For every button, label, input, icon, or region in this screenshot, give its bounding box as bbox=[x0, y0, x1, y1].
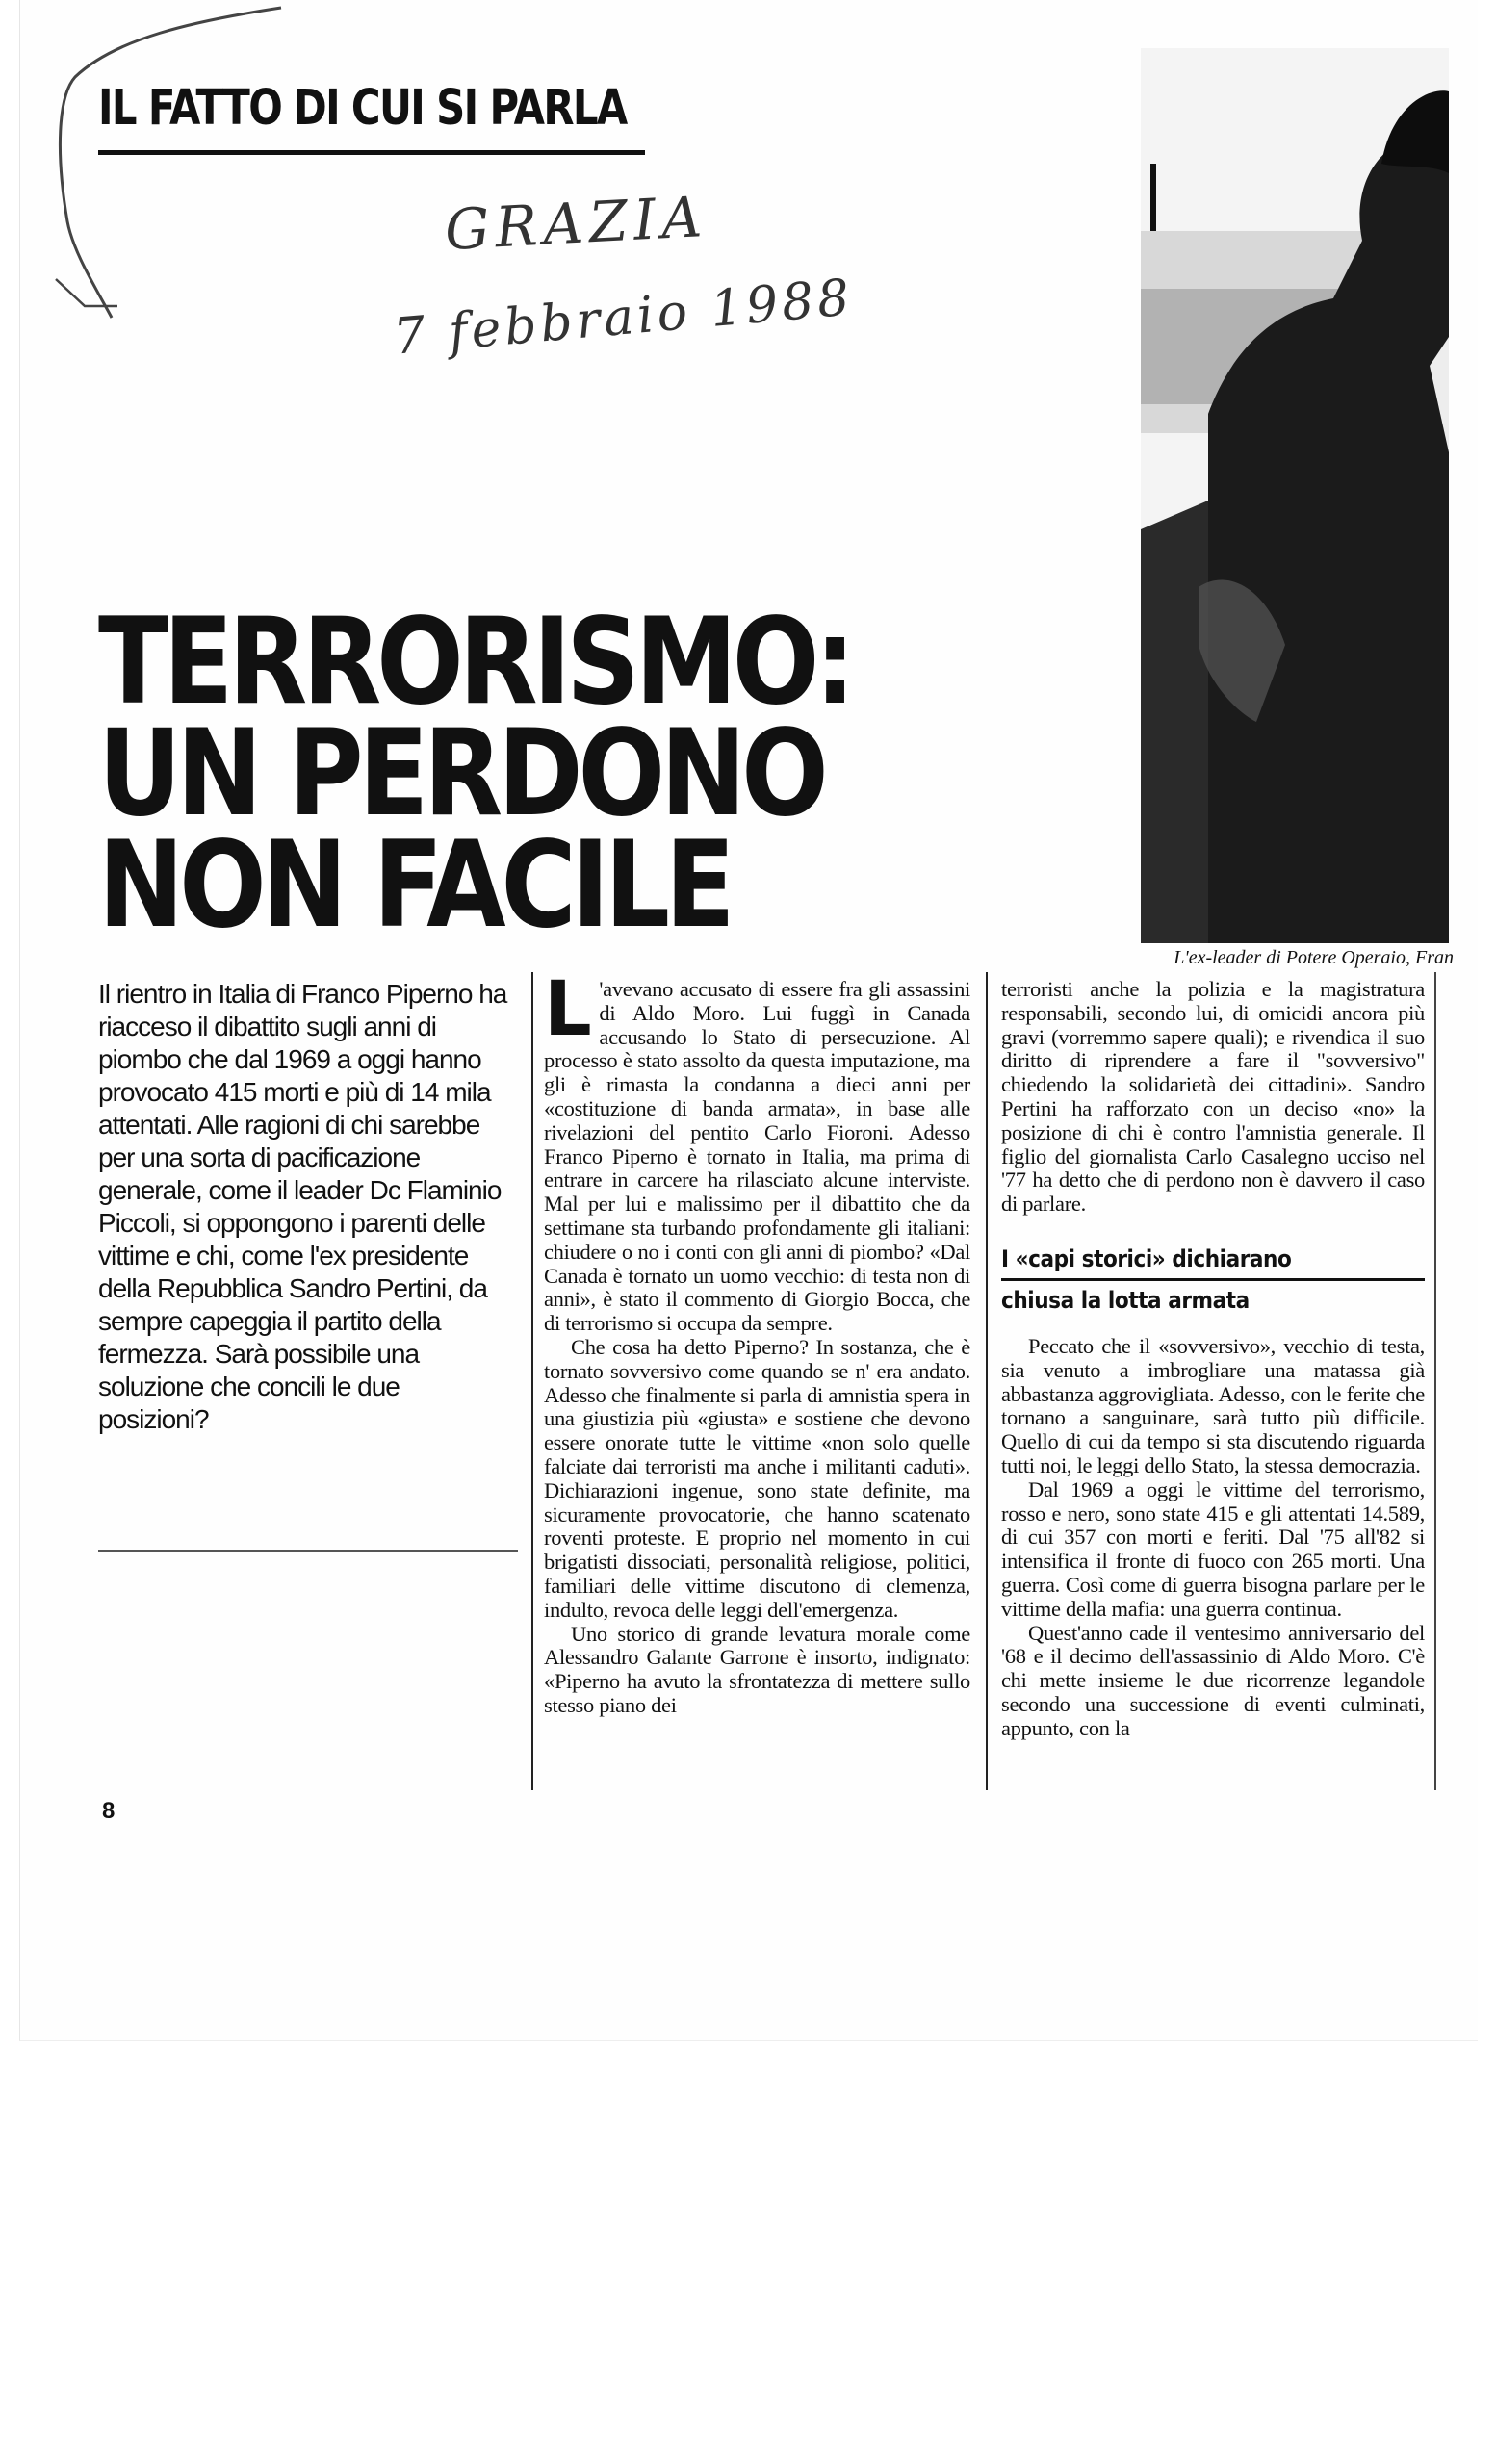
subheading-line-2: chiusa la lotta armata bbox=[1001, 1286, 1250, 1314]
handwritten-date: 7 febbraio 1988 bbox=[391, 269, 856, 367]
lead-paragraph: Il rientro in Italia di Franco Piperno ha riacceso il dibattito sugli anni di piombo che dal 1969 a oggi hanno provocato 415 morti e più di 14 mila attentati. Alle ragioni di chi sarebbe per una sorta di pacificazione generale, come il leader Dc Flaminio Piccoli, si oppongono i parenti delle vittime e chi, come l'ex presidente della Repubblica Sandro Pertini, da sempre capeggia il partito della fermezza. Sarà possibile una soluzione che concili le due posizioni? bbox=[98, 979, 507, 1434]
article-paragraph: Uno storico di grande levatura morale come Alessandro Galante Garrone è insorto, indignato: «Piperno ha avuto la sfrontatezza di mettere sullo stesso piano dei bbox=[544, 1621, 970, 1717]
article-paragraph: Che cosa ha detto Piperno? In sostanza, che è tornato sovversivo come quando se n' era andato. Adesso che finalmente si parla di amnistia spera in una giustizia più «giusta» e sostiene che devono essere onorate tutte le vittime «non solo quelle falciate dai terroristi ma anche i militanti caduti». Dichiarazioni ingenue, sono state definite, ma sicuramente provocatorie, che hanno scatenato roventi proteste. E proprio nel momento in cui brigatisti dissociati, personalità religiose, politici, familiari delle vittime discutono di clemenza, indulto, revoca delle leggi dell'emergenza. bbox=[544, 1334, 970, 1622]
column-divider bbox=[986, 972, 988, 1790]
article-paragraph: terroristi anche la polizia e la magistratura responsabili, secondo lui, di omicidi ancora più gravi (vorremmo sapere quali); e rivendica il suo diritto di riprendere a fare il "sovversivo" chiedendo la solidarietà dei cittadini». Sandro Pertini ha rafforzato con un deciso «no» la posizione di chi è contro l'amnistia generale. Il figlio del giornalista Carlo Casalegno ucciso nel '77 ha detto che di perdono non è davvero il caso di parlare. bbox=[1001, 977, 1425, 1217]
subheading-rule bbox=[1001, 1278, 1425, 1281]
headline bbox=[98, 593, 851, 955]
headline-line-1: TERRORISMO: bbox=[98, 593, 851, 732]
headline-line-2: UN PERDONO bbox=[98, 705, 824, 843]
article-paragraph bbox=[544, 966, 970, 1336]
section-label: IL FATTO DI CUI SI PARLA bbox=[98, 80, 627, 137]
column-divider bbox=[1434, 972, 1436, 1790]
page-number: 8 bbox=[102, 1798, 116, 1824]
photo-caption: L'ex-leader di Potere Operaio, Fran bbox=[1174, 947, 1454, 968]
pen-stroke-mark bbox=[29, 0, 308, 327]
paragraph-text: 'avevano accusato di essere fra gli assassini di Aldo Moro. Lui fuggì in Canada accusando lo Stato di persecuzione. Al processo è stato assolto da questa imputazione, ma gli è rimasta la condanna a dieci anni per «costituzione di banda armata», in base alle rivelazioni del pentito Carlo Fioroni. Adesso Franco Piperno è tornato in Italia, ma prima di entrare in carcere ha rilasciato alcune interviste. Mal per lui e malissimo per il dibattito che da settimane sta turbando profondamente gli italiani: chiudere o no i conti con gli anni di piombo? «Dal Canada è tornato un uomo vecchio: di testa non di anni», è stato il commento di Giorgio Bocca, che di terrorismo si occupa da sempre. bbox=[544, 977, 970, 1336]
article-paragraph: Dal 1969 a oggi le vittime del terrorismo, rosso e nero, sono state 415 e gli attentati 14.589, di cui 357 con morti e feriti. Dal '75 all'82 si intensifica il fronte di fuoco con 265 morti. Una guerra. Così come di guerra bisogna parlare per le vittime della mafia: una guerra continua. bbox=[1001, 1476, 1425, 1621]
lead-rule bbox=[98, 1550, 518, 1552]
section-rule bbox=[98, 150, 645, 155]
headline-line-3: NON FACILE bbox=[98, 816, 731, 955]
article-paragraph: Quest'anno cade il ventesimo anniversario del '68 e il decimo dell'assassinio di Aldo Moro. C'è chi mette insieme le due ricorrenze legandole secondo una successione di eventi culminati, appunto, con la bbox=[1001, 1620, 1425, 1740]
article-column-2 bbox=[1001, 978, 1425, 1741]
column-divider bbox=[531, 972, 533, 1790]
photo-image bbox=[1141, 48, 1449, 943]
drop-cap: L bbox=[544, 966, 592, 1053]
article-paragraph: Peccato che il «sovversivo», vecchio di testa, sia venuto a imbrogliare una matassa già abbastanza aggrovigliata. Adesso, con le ferite che tornano a sanguinare, sarà tutto più difficile. Quello di cui da tempo si sta discutendo riguarda tutti noi, le leggi dello Stato, la stessa democrazia. bbox=[1001, 1333, 1425, 1477]
article-photo bbox=[1141, 48, 1449, 943]
subheading-line-1: I «capi storici» dichiarano bbox=[1001, 1245, 1292, 1272]
handwritten-publication: GRAZIA bbox=[443, 183, 709, 264]
article-column-1 bbox=[544, 966, 970, 1718]
